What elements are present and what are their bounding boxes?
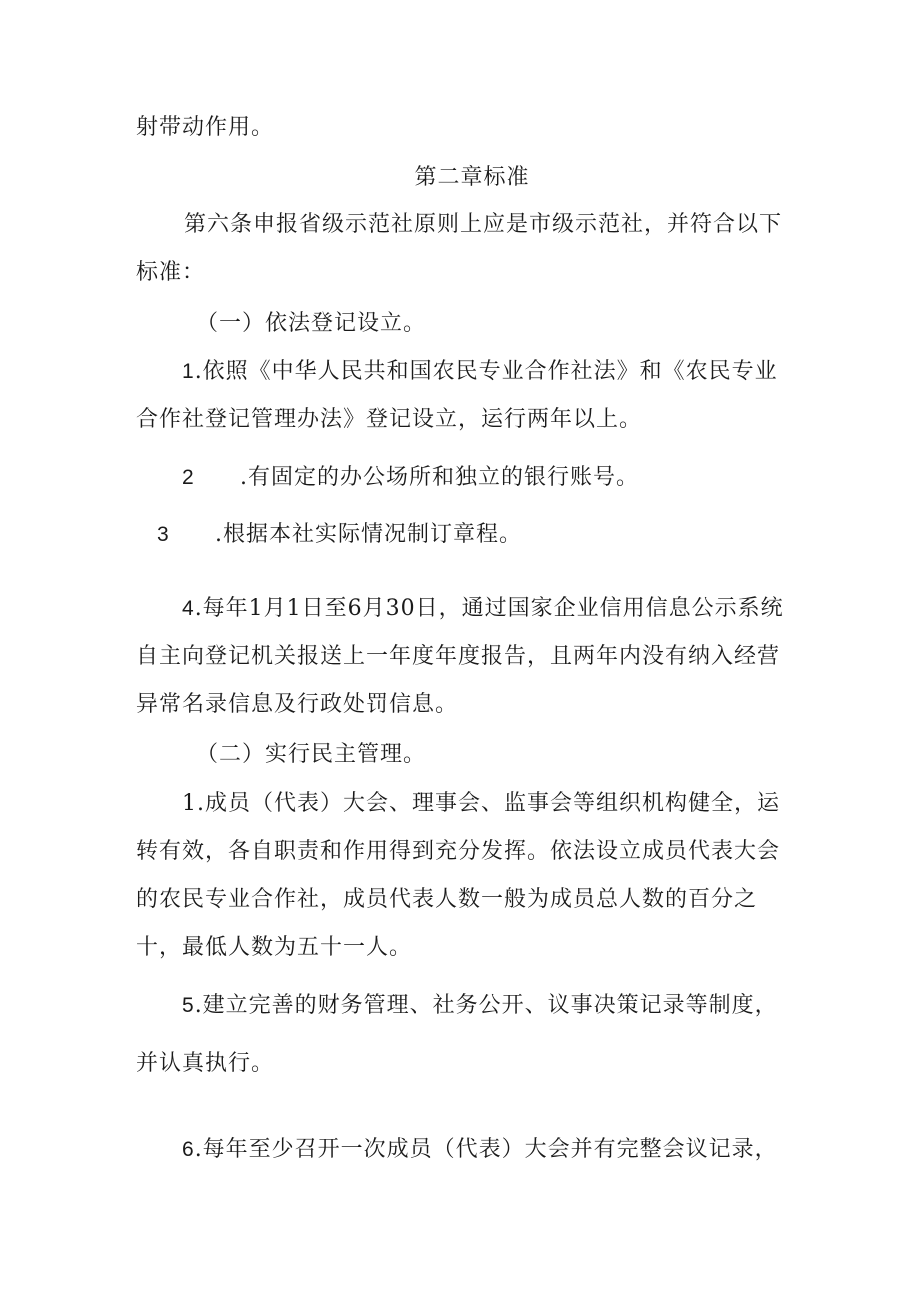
- paragraph-line: [182, 1135, 920, 1165]
- paragraph-line: [136, 113, 920, 143]
- text: 并认真执行。: [136, 1051, 275, 1076]
- item-number: 6: [182, 1138, 195, 1161]
- text: .每年至少召开一次成员（代表）大会并有完整会议记录，: [194, 1137, 778, 1162]
- heading-text: 第二章标准: [414, 165, 530, 190]
- paragraph-line: [136, 405, 920, 435]
- paragraph-line: [136, 885, 920, 915]
- text: .有固定的办公场所和独立的银行账号。: [240, 465, 639, 490]
- text: 标准：: [136, 260, 206, 285]
- item-number: 4: [182, 597, 195, 620]
- text: 合作社登记管理办法》登记设立，运行两年以上。: [136, 407, 643, 432]
- text: 转有效，各自职责和作用得到充分发挥。依法设立成员代表大会: [136, 839, 781, 864]
- paragraph-line: [136, 837, 920, 867]
- text: 第六条申报省级示范社原则上应是市级示范社，并符合以下: [184, 212, 783, 237]
- paragraph-line: [136, 258, 920, 288]
- paragraph-line: [136, 933, 920, 963]
- paragraph-line: [182, 789, 920, 819]
- paragraph-line: [136, 690, 920, 720]
- item-number: 1: [182, 360, 195, 383]
- paragraph-line: [157, 520, 920, 550]
- section-heading: [196, 740, 920, 770]
- text: （一）依法登记设立。: [196, 311, 427, 336]
- text: .根据本社实际情况制订章程。: [215, 522, 522, 547]
- paragraph-line: [182, 991, 920, 1021]
- text: 的农民专业合作社，成员代表人数一般为成员总人数的百分之: [136, 887, 758, 912]
- item-number: 2: [182, 466, 195, 489]
- paragraph-line: [184, 210, 920, 240]
- text: （二）实行民主管理。: [196, 742, 427, 767]
- item-number: 5: [182, 994, 195, 1017]
- text: 1.成员（代表）大会、理事会、监事会等组织机构健全，运: [182, 791, 780, 816]
- text: .依照《中华人民共和国农民专业合作社法》和《农民专业: [194, 359, 778, 384]
- text: 自主向登记机关报送上一年度年度报告，且两年内没有纳入经营: [136, 644, 781, 669]
- text: .建立完善的财务管理、社务公开、议事决策记录等制度，: [194, 993, 778, 1018]
- chapter-heading: [12, 163, 920, 193]
- text: 射带动作用。: [136, 115, 275, 140]
- item-number: 3: [157, 523, 170, 546]
- paragraph-line: [182, 594, 920, 624]
- text: 十，最低人数为五十一人。: [136, 935, 413, 960]
- text: 异常名录信息及行政处罚信息。: [136, 692, 459, 717]
- paragraph-line: [136, 1049, 920, 1079]
- paragraph-line: [182, 463, 920, 493]
- paragraph-line: [136, 642, 920, 672]
- text: .每年1月1日至6月30日，通过国家企业信用信息公示系统: [194, 596, 784, 621]
- section-heading: [196, 309, 920, 339]
- paragraph-line: [182, 357, 920, 387]
